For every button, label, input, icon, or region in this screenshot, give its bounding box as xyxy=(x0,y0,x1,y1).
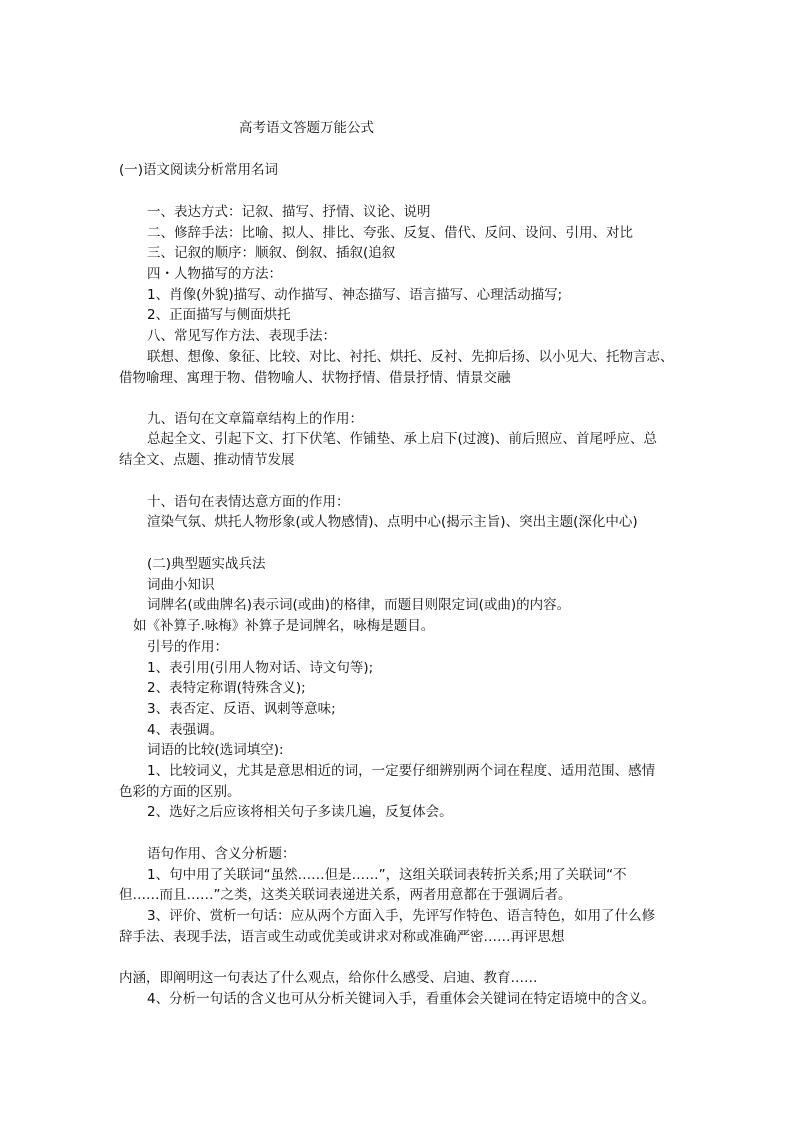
text-line: 1、肖像(外貌)描写、动作描写、神态描写、语言描写、心理活动描写; xyxy=(147,287,563,303)
text-line: 二、修辞手法：比喻、拟人、排比、夸张、反复、借代、反问、设问、引用、对比 xyxy=(147,225,633,241)
text-line: 八、常见写作方法、表现手法： xyxy=(147,328,336,344)
text-line: 十、语句在表情达意方面的作用： xyxy=(147,494,350,510)
text-line: 2、正面描写与侧面烘托 xyxy=(147,307,291,323)
text-line: 三、记叙的顺序：顺叙、倒叙、插叙(追叙 xyxy=(147,245,396,261)
text-line: 词曲小知识 xyxy=(147,577,215,593)
text-line: 但……而且……”之类，这类关联词表递进关系，两者用意都在于强调后者。 xyxy=(119,887,572,903)
text-line: 九、语句在文章篇章结构上的作用： xyxy=(147,411,363,427)
text-line: 1、表引用(引用人物对话、诗文句等); xyxy=(147,660,374,676)
text-line: 词牌名(或曲牌名)表示词(或曲)的格律，而题目则限定词(或曲)的内容。 xyxy=(147,597,571,613)
text-line: 辞手法、表现手法，语言或生动或优美或讲求对称或准确严密……再评思想 xyxy=(119,929,565,945)
text-line: 4、表强调。 xyxy=(147,722,224,738)
text-line: 1、比较词义，尤其是意思相近的词，一定要仔细辨别两个词在程度、适用范围、感情 xyxy=(147,763,656,779)
section-heading: (一)语文阅读分析常用名词 xyxy=(119,162,279,178)
text-line: 总起全文、引起下文、打下伏笔、作铺垫、承上启下(过渡)、前后照应、首尾呼应、总 xyxy=(147,431,658,447)
section-heading: (二)典型题实战兵法 xyxy=(147,556,266,572)
text-line: 词语的比较(选词填空): xyxy=(147,742,284,758)
text-line: 1、句中用了关联词“虽然……但是……”，这组关联词表转折关系;用了关联词“不 xyxy=(147,867,627,883)
text-line: 结全文、点题、推动情节发展 xyxy=(119,452,295,468)
text-line: 3、表否定、反语、讽刺等意味; xyxy=(147,701,336,717)
text-line: 2、选好之后应该将相关句子多读几遍，反复体会。 xyxy=(147,804,453,820)
text-line: 语句作用、含义分析题： xyxy=(147,846,296,862)
document-title: 高考语文答题万能公式 xyxy=(239,120,374,136)
text-line: 色彩的方面的区别。 xyxy=(119,784,241,800)
text-line: 4、分析一句话的含义也可从分析关键词入手，看重体会关键词在特定语境中的含义。 xyxy=(147,991,656,1007)
text-line: 2、表特定称谓(特殊含义); xyxy=(147,680,306,696)
text-line: 一、表达方式：记叙、描写、抒情、议论、说明 xyxy=(147,204,431,220)
text-line: 渲染气氛、烘托人物形象(或人物感情)、点明中心(揭示主旨)、突出主题(深化中心) xyxy=(147,514,638,530)
text-line: 内涵，即阐明这一句表达了什么观点，给你什么感受、启迪、教育…… xyxy=(119,970,538,986)
text-line: 如《补算子.咏梅》补算子是词牌名，咏梅是题目。 xyxy=(133,618,435,634)
text-line: 引号的作用： xyxy=(147,639,228,655)
text-line: 借物喻理、寓理于物、借物喻人、状物抒情、借景抒情、情景交融 xyxy=(119,370,511,386)
text-line: 3、评价、赏析一句话：应从两个方面入手，先评写作特色、语言特色，如用了什么修 xyxy=(147,908,656,924)
text-line: 四・人物描写的方法： xyxy=(147,266,282,282)
text-line: 联想、想像、象征、比较、对比、衬托、烘托、反衬、先抑后扬、以小见大、托物言志、 xyxy=(147,349,674,365)
